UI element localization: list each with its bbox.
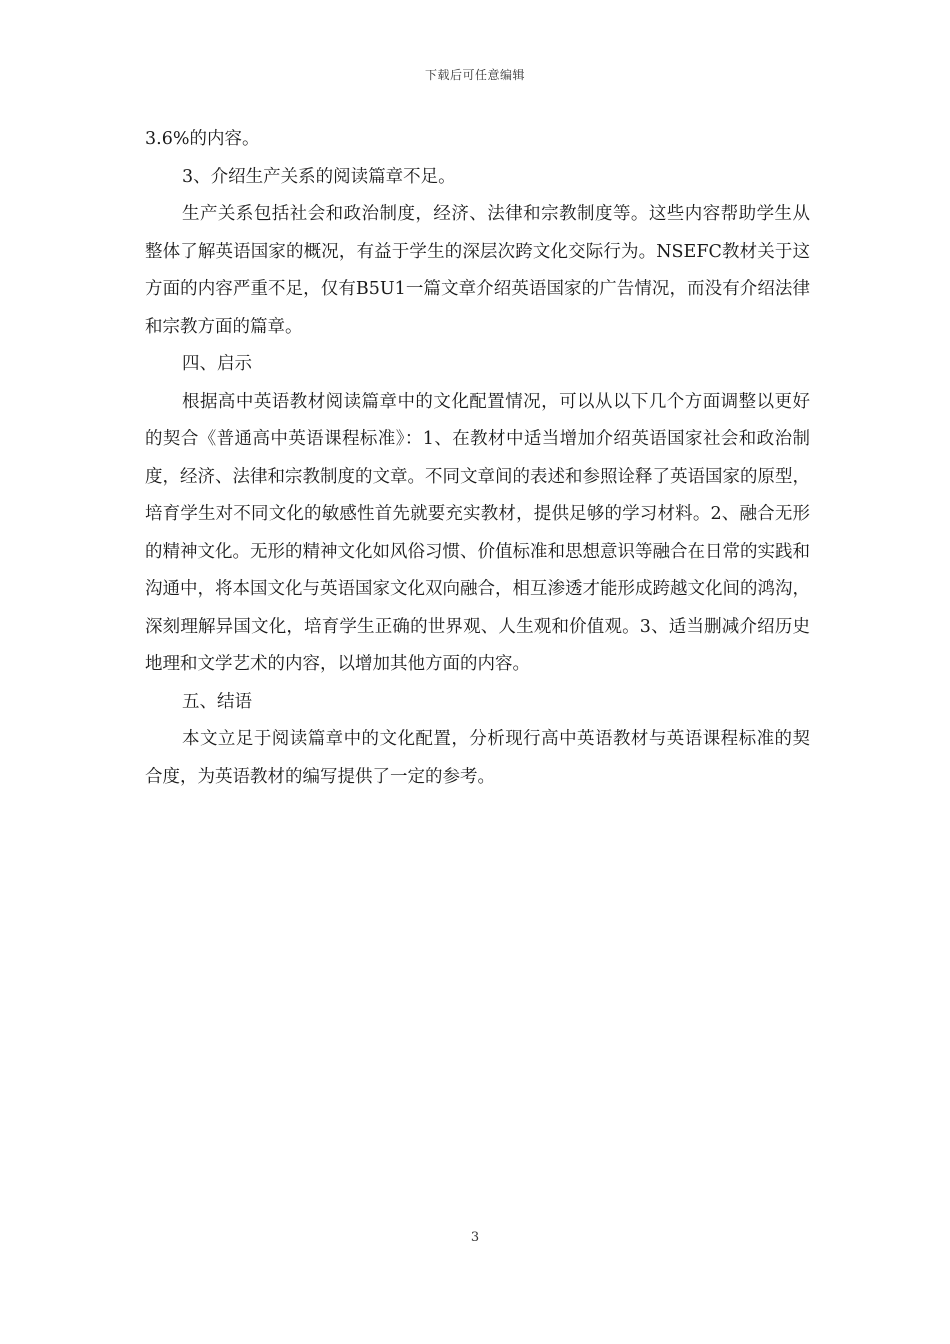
section-heading-conclusion: 五、结语 [182, 691, 252, 712]
paragraph-production-relations: 生产关系包括社会和政治制度，经济、法律和宗教制度等。这些内容帮助学生从整体了解英语国家的概况，有益于学生的深层次跨文化交际行为。NSEFC教材关于这方面的内容严重不足，仅有B5U1一篇文章介绍英语国家的广告情况，而没有介绍法律和宗教方面的篇章。 [145, 204, 810, 337]
paragraph-implications: 根据高中英语教材阅读篇章中的文化配置情况，可以从以下几个方面调整以更好的契合《普通高中英语课程标准》：1、在教材中适当增加介绍英语国家社会和政治制度，经济、法律和宗教制度的文章。不同文章间的表述和参照诠释了英语国家的原型，培育学生对不同文化的敏感性首先就要充实教材，提供足够的学习材料。2、融合无形的精神文化。无形的精神文化如风俗习惯、价值标准和思想意识等融合在日常的实践和沟通中，将本国文化与英语国家文化双向融合，相互渗透才能形成跨越文化间的鸿沟，深刻理解异国文化，培育学生正确的世界观、人生观和价值观。3、适当删减介绍历史地理和文学艺术的内容，以增加其他方面的内容。 [145, 391, 810, 674]
page-header: 下载后可任意编辑 [424, 68, 525, 82]
paragraph-conclusion: 本文立足于阅读篇章中的文化配置，分析现行高中英语教材与英语课程标准的契合度，为英语教材的编写提供了一定的参考。 [145, 729, 810, 787]
section-heading-implications: 四、启示 [182, 354, 252, 374]
document-body [145, 121, 810, 796]
paragraph-continuation: 3.6%的内容。 [145, 129, 260, 149]
page-number: 3 [470, 1230, 480, 1245]
paragraph-point-3-heading: 3、介绍生产关系的阅读篇章不足。 [182, 166, 456, 187]
